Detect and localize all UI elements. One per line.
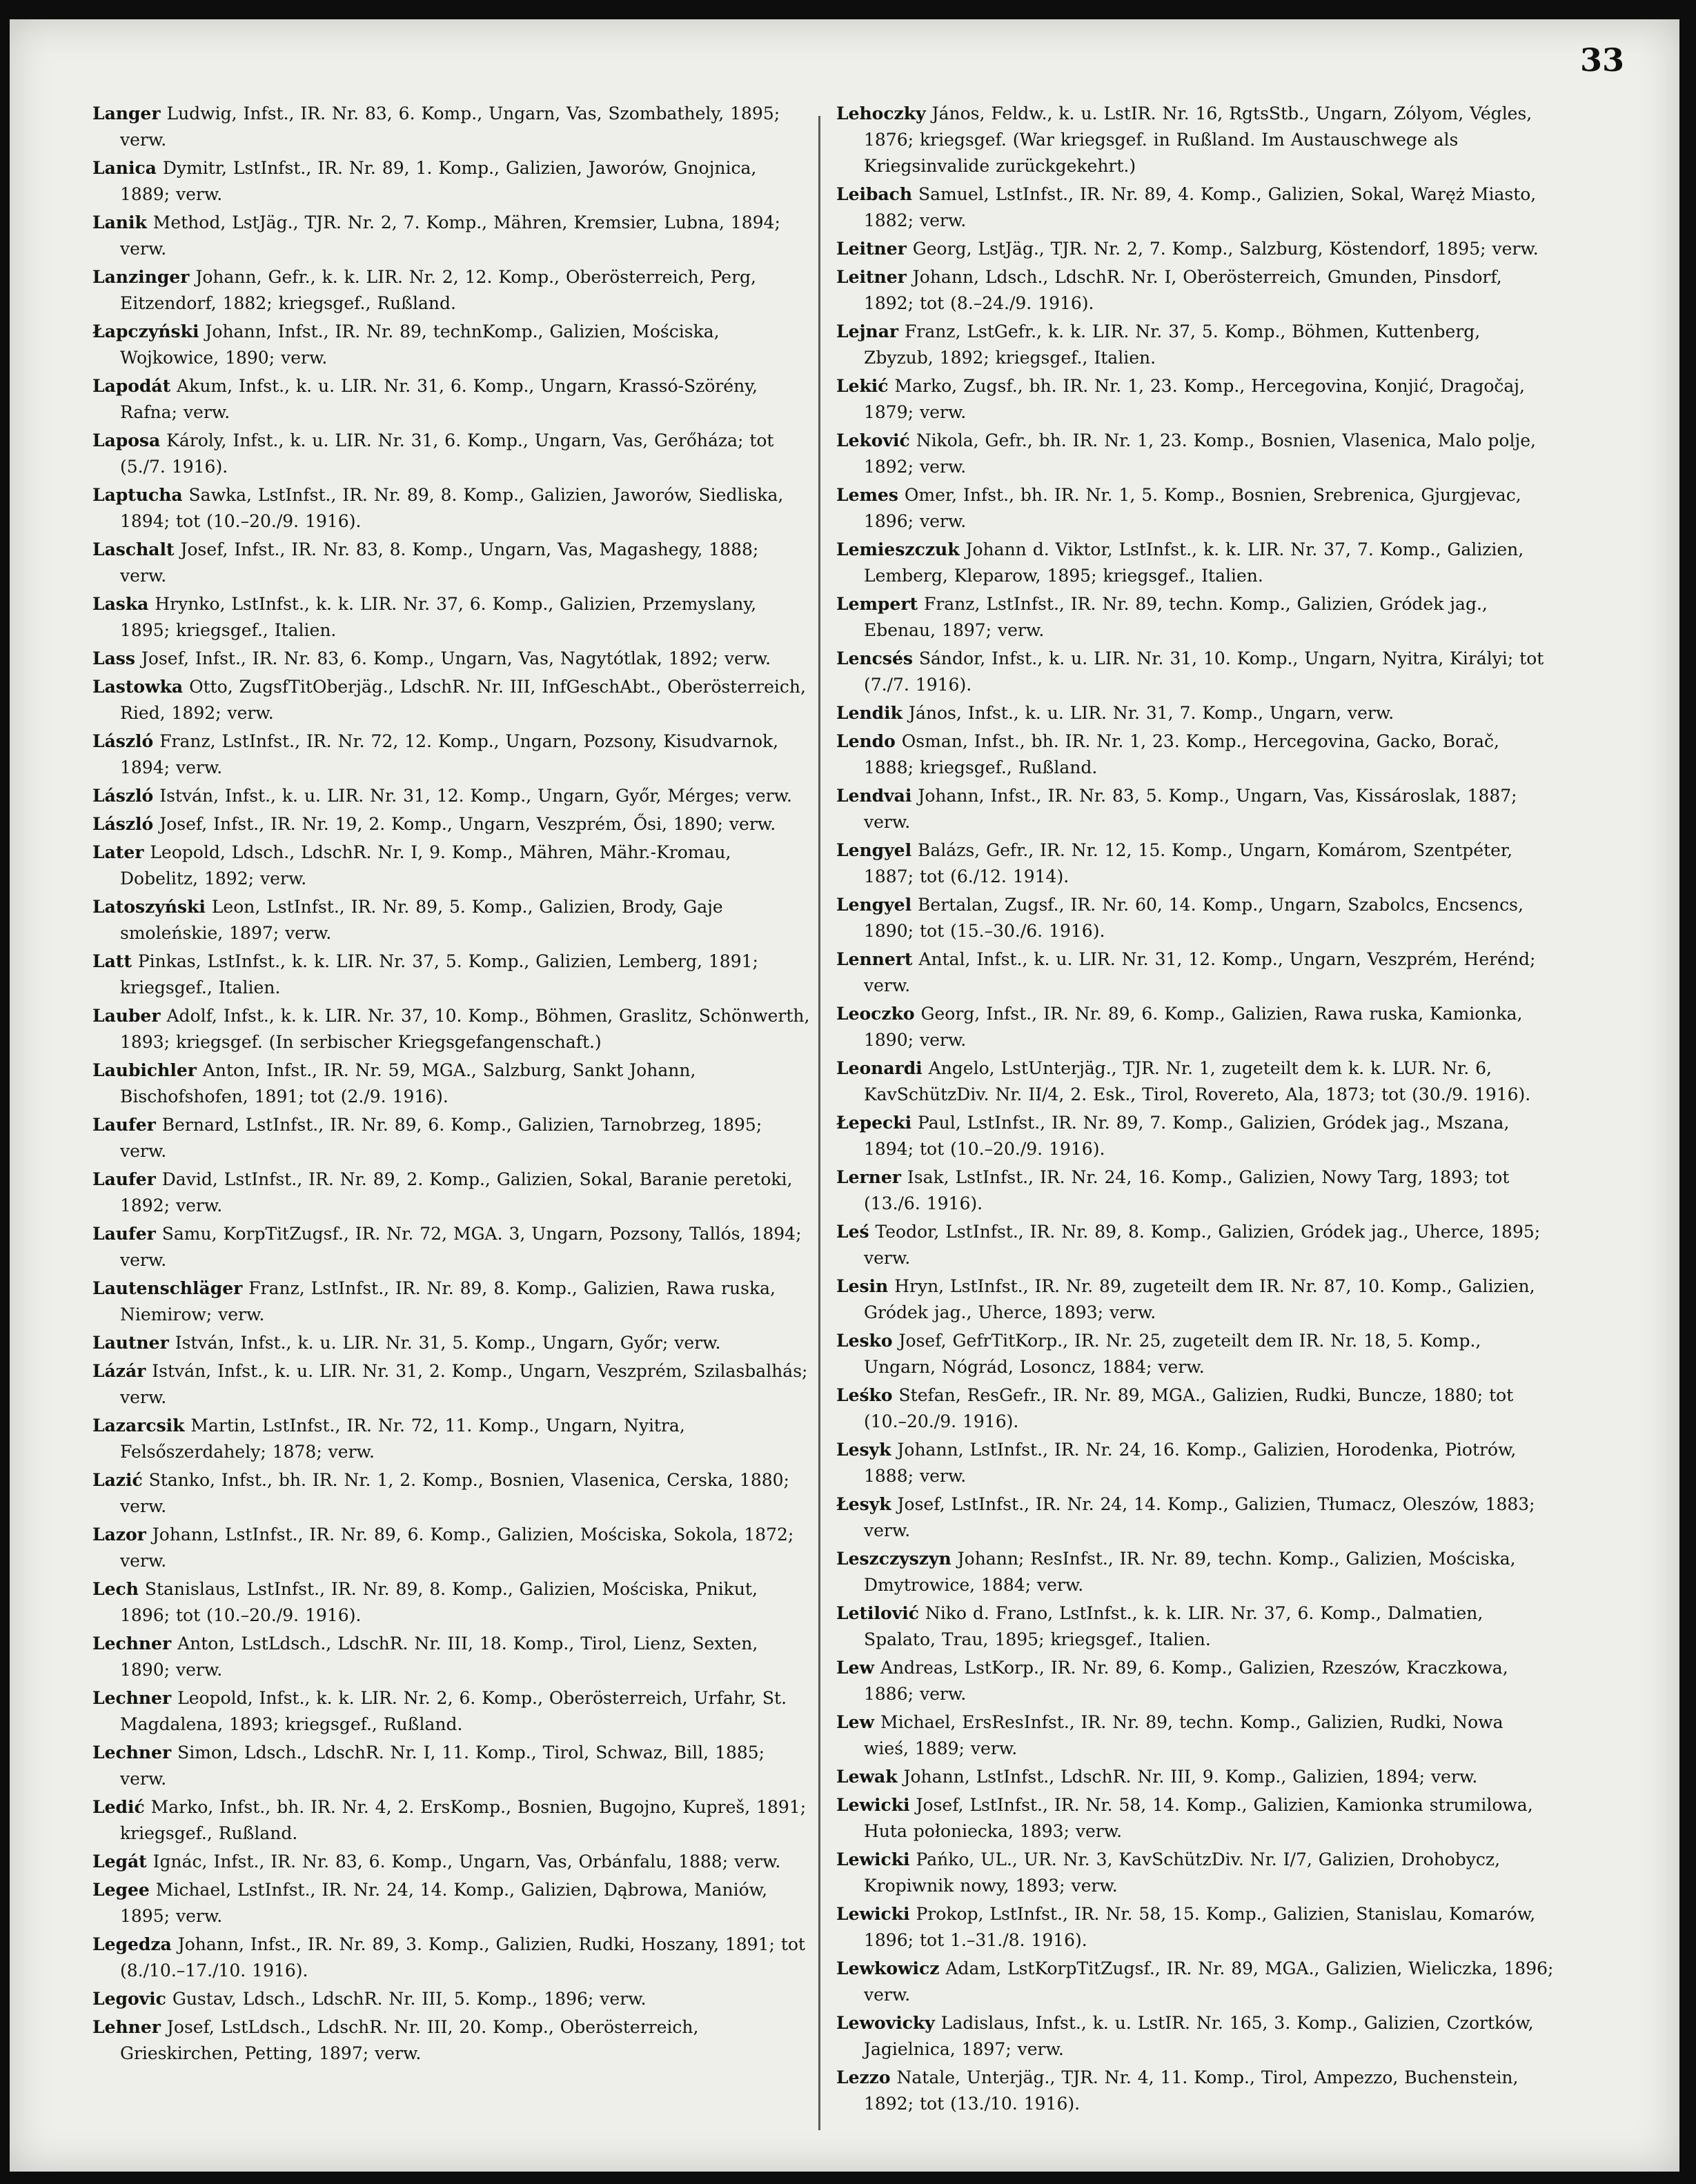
entry-details: Andreas, LstKorp., IR. Nr. 89, 6. Komp., Galizien, Rzeszów, Kraczkowa, 1886; verw.: [864, 1658, 1508, 1704]
entry-surname: Lendo: [836, 731, 896, 751]
entry-surname: Lezzo: [836, 2067, 891, 2087]
entry-surname: László: [92, 731, 154, 751]
entry-surname: Lewovicky: [836, 2013, 935, 2033]
casualty-entry: [836, 946, 1554, 999]
entry-surname: Lewicki: [836, 1904, 910, 1924]
entry-surname: László: [92, 786, 154, 806]
entry-details: Anton, Infst., IR. Nr. 59, MGA., Salzburg, Sankt Johann, Bischofshofen, 1891; tot (2./9. 1916).: [120, 1060, 696, 1106]
casualty-entry: [92, 155, 810, 208]
entry-details: Johann, Infst., IR. Nr. 89, technKomp., Galizien, Mościska, Wojkowice, 1890; verw.: [120, 321, 720, 368]
casualty-entry: [836, 1219, 1554, 1271]
entry-details: Anton, LstLdsch., LdschR. Nr. III, 18. Komp., Tirol, Lienz, Sexten, 1890; verw.: [120, 1634, 758, 1680]
casualty-entry: [836, 1546, 1554, 1598]
casualty-entry: [92, 591, 810, 644]
entry-details: Osman, Infst., bh. IR. Nr. 1, 23. Komp., Hercegovina, Gacko, Borač, 1888; kriegsgef., Rußland.: [864, 731, 1499, 777]
entry-details: Adam, LstKorpTitZugsf., IR. Nr. 89, MGA., Galizien, Wieliczka, 1896; verw.: [864, 1958, 1554, 2005]
casualty-entry: [836, 1273, 1554, 1326]
entry-details: János, Infst., k. u. LIR. Nr. 31, 7. Komp., Ungarn, verw.: [908, 703, 1394, 723]
entry-surname: Lew: [836, 1658, 875, 1678]
casualty-entry: [92, 373, 810, 426]
casualty-entry: [92, 1685, 810, 1738]
casualty-entry: [836, 1655, 1554, 1707]
entry-surname: Lewak: [836, 1767, 898, 1787]
casualty-entry: [92, 1413, 810, 1465]
entry-surname: Latt: [92, 951, 132, 971]
entry-surname: Leković: [836, 430, 910, 450]
casualty-entry: [836, 783, 1554, 835]
entry-details: Samu, KorpTitZugsf., IR. Nr. 72, MGA. 3, Ungarn, Pozsony, Tallós, 1894; verw.: [120, 1224, 802, 1270]
entry-surname: Leitner: [836, 239, 907, 259]
casualty-entry: [92, 1358, 810, 1411]
casualty-entry: [92, 728, 810, 781]
casualty-entry: [836, 181, 1554, 234]
casualty-entry: [836, 700, 1554, 726]
entry-surname: Laufer: [92, 1169, 156, 1189]
entry-surname: Lesin: [836, 1276, 889, 1296]
casualty-entry: [92, 1112, 810, 1164]
casualty-entry: [92, 949, 810, 1001]
casualty-entry: [92, 264, 810, 317]
entry-surname: Latoszyński: [92, 897, 206, 917]
entry-details: Simon, Ldsch., LdschR. Nr. I, 11. Komp., Tirol, Schwaz, Bill, 1885; verw.: [120, 1743, 765, 1789]
entry-details: Isak, LstInfst., IR. Nr. 24, 16. Komp., Galizien, Nowy Targ, 1893; tot (13./6. 1916).: [864, 1167, 1510, 1213]
casualty-entry: [836, 1055, 1554, 1108]
entry-details: Otto, ZugsfTitOberjäg., LdschR. Nr. III, InfGeschAbt., Oberösterreich, Ried, 1892; verw.: [120, 677, 806, 723]
entry-details: Pańko, UL., UR. Nr. 3, KavSchützDiv. Nr. I/7, Galizien, Drohobycz, Kropiwnik nowy, 1893; verw.: [864, 1849, 1501, 1896]
casualty-entry: [836, 1847, 1554, 1899]
entry-details: Marko, Infst., bh. IR. Nr. 4, 2. ErsKomp., Bosnien, Bugojno, Kupreš, 1891; kriegsgef., Rußland.: [120, 1797, 807, 1843]
entry-surname: László: [92, 814, 154, 834]
entry-details: Josef, GefrTitKorp., IR. Nr. 25, zugeteilt dem IR. Nr. 18, 5. Komp., Ungarn, Nógrád, Losoncz, 1884; verw.: [864, 1331, 1481, 1377]
entry-surname: Legát: [92, 1852, 147, 1872]
casualty-entry: [92, 319, 810, 371]
entry-details: Sándor, Infst., k. u. LIR. Nr. 31, 10. Komp., Ungarn, Nyitra, Királyi; tot (7./7. 1916).: [864, 648, 1544, 695]
entry-details: Josef, LstInfst., IR. Nr. 58, 14. Komp., Galizien, Kamionka strumilowa, Huta połoniecka, 1893; verw.: [864, 1795, 1533, 1841]
entry-surname: Lerner: [836, 1167, 901, 1187]
entry-details: Natale, Unterjäg., TJR. Nr. 4, 11. Komp., Tirol, Ampezzo, Buchenstein, 1892; tot (13./10. 1916).: [864, 2067, 1519, 2114]
casualty-entry: [92, 101, 810, 153]
entry-details: Károly, Infst., k. u. LIR. Nr. 31, 6. Komp., Ungarn, Vas, Gerőháza; tot (5./7. 1916).: [120, 430, 774, 477]
entry-surname: Lanica: [92, 158, 157, 178]
casualty-entry: [92, 1522, 810, 1574]
casualty-entry: [92, 2014, 810, 2067]
entry-surname: Leś: [836, 1222, 869, 1242]
casualty-entry: [836, 264, 1554, 317]
right-column: [836, 101, 1554, 2119]
casualty-entry: [92, 840, 810, 892]
entry-surname: Lazor: [92, 1525, 146, 1545]
entry-details: Antal, Infst., k. u. LIR. Nr. 31, 12. Komp., Ungarn, Veszprém, Herénd; verw.: [864, 949, 1536, 995]
entry-details: Stanko, Infst., bh. IR. Nr. 1, 2. Komp., Bosnien, Vlasenica, Cerska, 1880; verw.: [120, 1470, 789, 1516]
entry-surname: Lanik: [92, 212, 147, 232]
entry-surname: Lesko: [836, 1331, 893, 1351]
entry-surname: Lewicki: [836, 1849, 910, 1869]
entry-surname: Lewkowicz: [836, 1958, 940, 1978]
entry-details: Georg, LstJäg., TJR. Nr. 2, 7. Komp., Salzburg, Köstendorf, 1895; verw.: [912, 239, 1539, 259]
entry-surname: Leśko: [836, 1385, 893, 1405]
entry-details: István, Infst., k. u. LIR. Nr. 31, 5. Komp., Ungarn, Győr; verw.: [175, 1333, 721, 1353]
entry-surname: Laufer: [92, 1224, 156, 1244]
entry-details: Teodor, LstInfst., IR. Nr. 89, 8. Komp., Galizien, Gródek jag., Uherce, 1895; verw.: [864, 1222, 1541, 1268]
casualty-entry: [92, 1740, 810, 1792]
entry-details: Leon, LstInfst., IR. Nr. 89, 5. Komp., Galizien, Brody, Gaje smoleńskie, 1897; verw.: [120, 897, 723, 943]
casualty-entry: [92, 1877, 810, 1929]
entry-details: Martin, LstInfst., IR. Nr. 72, 11. Komp., Ungarn, Nyitra, Felsőszerdahely; 1878; verw.: [120, 1416, 685, 1462]
entry-surname: Laska: [92, 594, 149, 614]
entry-details: Johann, LstInfst., IR. Nr. 24, 16. Komp., Galizien, Horodenka, Piotrów, 1888; verw.: [864, 1440, 1517, 1486]
entry-details: Leopold, Ldsch., LdschR. Nr. I, 9. Komp., Mähren, Mähr.-Kromau, Dobelitz, 1892; verw.: [120, 842, 731, 889]
entry-details: Sawka, LstInfst., IR. Nr. 89, 8. Komp., Galizien, Jaworów, Siedliska, 1894; tot (10.–20./9. 1916).: [120, 485, 784, 531]
entry-details: Ludwig, Infst., IR. Nr. 83, 6. Komp., Ungarn, Vas, Szombathely, 1895; verw.: [120, 103, 780, 150]
entry-details: Balázs, Gefr., IR. Nr. 12, 15. Komp., Ungarn, Komárom, Szentpéter, 1887; tot (6./12. 1914).: [864, 840, 1513, 886]
casualty-entry: [836, 591, 1554, 644]
entry-details: Johann d. Viktor, LstInfst., k. k. LIR. Nr. 37, 7. Komp., Galizien, Lemberg, Kleparow, 1895; kriegsgef., Italien.: [864, 539, 1524, 586]
entry-surname: Lesyk: [836, 1440, 891, 1460]
casualty-entry: [836, 1328, 1554, 1380]
entry-details: Hrynko, LstInfst., k. k. LIR. Nr. 37, 6. Komp., Galizien, Przemyslany, 1895; kriegsgef., Italien.: [120, 594, 757, 640]
casualty-entry: [92, 1003, 810, 1055]
entry-surname: Lechner: [92, 1688, 172, 1708]
casualty-entry: [836, 2010, 1554, 2063]
casualty-entry: [92, 674, 810, 726]
entry-surname: Lehoczky: [836, 103, 926, 123]
entry-surname: Leitner: [836, 267, 907, 287]
casualty-entry: [92, 1275, 810, 1328]
entry-details: Pinkas, LstInfst., k. k. LIR. Nr. 37, 5. Komp., Galizien, Lemberg, 1891; kriegsgef., Italien.: [120, 951, 758, 997]
casualty-entry: [836, 837, 1554, 890]
entry-surname: Lehner: [92, 2017, 161, 2037]
entry-details: Samuel, LstInfst., IR. Nr. 89, 4. Komp., Galizien, Sokal, Waręż Miasto, 1882; verw.: [864, 184, 1537, 230]
entry-details: David, LstInfst., IR. Nr. 89, 2. Komp., Galizien, Sokal, Baranie peretoki, 1892; verw.: [120, 1169, 793, 1215]
entry-details: Hryn, LstInfst., IR. Nr. 89, zugeteilt dem IR. Nr. 87, 10. Komp., Galizien, Gródek jag., Uherce, 1893; verw.: [864, 1276, 1535, 1322]
entry-details: Josef, Infst., IR. Nr. 83, 8. Komp., Ungarn, Vas, Magashegy, 1888; verw.: [120, 539, 759, 586]
entry-details: Johann, Ldsch., LdschR. Nr. I, Oberösterreich, Gmunden, Pinsdorf, 1892; tot (8.–24./9. 1916).: [864, 267, 1502, 313]
entry-details: Georg, Infst., IR. Nr. 89, 6. Komp., Galizien, Rawa ruska, Kamionka, 1890; verw.: [864, 1004, 1523, 1050]
entry-surname: Lass: [92, 648, 135, 668]
entry-details: Ignác, Infst., IR. Nr. 83, 6. Komp., Ungarn, Vas, Orbánfalu, 1888; verw.: [152, 1852, 781, 1872]
left-column: [92, 101, 810, 2069]
entry-surname: Lekić: [836, 376, 889, 396]
entry-surname: Langer: [92, 103, 161, 123]
entry-surname: Lauber: [92, 1006, 161, 1026]
entry-surname: Legovic: [92, 1989, 166, 2009]
entry-surname: Lapodát: [92, 376, 171, 396]
entry-surname: Laposa: [92, 430, 161, 450]
entry-surname: Lengyel: [836, 840, 912, 860]
entry-details: Franz, LstGefr., k. k. LIR. Nr. 37, 5. Komp., Böhmen, Kuttenberg, Zbyzub, 1892; kriegsgef., Italien.: [864, 321, 1481, 368]
entry-surname: Lázár: [92, 1361, 146, 1381]
entry-surname: Lengyel: [836, 895, 912, 915]
casualty-entry: [836, 1110, 1554, 1162]
entry-surname: Lechner: [92, 1743, 172, 1763]
entry-details: Johann, Infst., IR. Nr. 89, 3. Komp., Galizien, Rudki, Hoszany, 1891; tot (8./10.–17./10. 1916).: [120, 1934, 805, 1981]
entry-surname: Lemes: [836, 485, 898, 505]
casualty-entry: [836, 428, 1554, 480]
column-divider: [818, 116, 820, 2130]
entry-details: Marko, Zugsf., bh. IR. Nr. 1, 23. Komp., Hercegovina, Konjić, Dragočaj, 1879; verw.: [864, 376, 1525, 422]
casualty-entry: [836, 1437, 1554, 1489]
casualty-entry: [836, 482, 1554, 535]
casualty-entry: [92, 482, 810, 535]
entry-details: Akum, Infst., k. u. LIR. Nr. 31, 6. Komp., Ungarn, Krassó-Szörény, Rafna; verw.: [120, 376, 758, 422]
casualty-entry: [92, 1221, 810, 1273]
entry-surname: Łepecki: [836, 1113, 912, 1133]
entry-surname: Lastowka: [92, 677, 184, 697]
entry-details: Josef, LstInfst., IR. Nr. 24, 14. Komp., Galizien, Tłumacz, Oleszów, 1883; verw.: [864, 1494, 1535, 1540]
casualty-entry: [836, 2065, 1554, 2117]
page-number: 33: [1579, 41, 1624, 79]
entry-details: Johann, LstInfst., LdschR. Nr. III, 9. Komp., Galizien, 1894; verw.: [903, 1767, 1478, 1787]
entry-surname: Lennert: [836, 949, 913, 969]
entry-surname: Laschalt: [92, 539, 175, 559]
document-page: [10, 19, 1679, 2172]
casualty-entry: [92, 783, 810, 809]
entry-details: Nikola, Gefr., bh. IR. Nr. 1, 23. Komp., Bosnien, Vlasenica, Malo polje, 1892; verw.: [864, 430, 1536, 477]
entry-surname: Łesyk: [836, 1494, 891, 1514]
casualty-entry: [836, 1382, 1554, 1435]
entry-surname: Lencsés: [836, 648, 913, 668]
entry-surname: Lazić: [92, 1470, 143, 1490]
entry-details: Franz, LstInfst., IR. Nr. 72, 12. Komp., Ungarn, Pozsony, Kisudvarnok, 1894; verw.: [120, 731, 779, 777]
casualty-entry: [836, 1792, 1554, 1845]
entry-surname: Leszczyszyn: [836, 1549, 951, 1569]
casualty-entry: [836, 646, 1554, 698]
entry-details: Angelo, LstUnterjäg., TJR. Nr. 1, zugeteilt dem k. k. LUR. Nr. 6, KavSchützDiv. Nr. II/4, 2. Esk., Tirol, Rovereto, Ala, 1873; tot (30./9. 1916).: [864, 1058, 1531, 1104]
entry-surname: Leoczko: [836, 1004, 915, 1024]
entry-details: Franz, LstInfst., IR. Nr. 89, techn. Komp., Galizien, Gródek jag., Ebenau, 1897; verw.: [864, 594, 1488, 640]
entry-surname: Ledić: [92, 1797, 145, 1817]
casualty-entry: [836, 537, 1554, 589]
entry-details: Paul, LstInfst., IR. Nr. 89, 7. Komp., Galizien, Gródek jag., Mszana, 1894; tot (10.–20./9. 1916).: [864, 1113, 1510, 1159]
casualty-entry: [836, 101, 1554, 179]
entry-details: István, Infst., k. u. LIR. Nr. 31, 2. Komp., Ungarn, Veszprém, Szilasbalhás; verw.: [120, 1361, 808, 1407]
entry-details: Bertalan, Zugsf., IR. Nr. 60, 14. Komp., Ungarn, Szabolcs, Encsencs, 1890; tot (15.–30./6. 1916).: [864, 895, 1524, 941]
casualty-entry: [836, 373, 1554, 426]
casualty-entry: [836, 1956, 1554, 2008]
entry-details: Josef, Infst., IR. Nr. 19, 2. Komp., Ungarn, Veszprém, Ősi, 1890; verw.: [159, 814, 776, 834]
entry-details: Stefan, ResGefr., IR. Nr. 89, MGA., Galizien, Rudki, Buncze, 1880; tot (10.–20./9. 1916).: [864, 1385, 1514, 1431]
casualty-entry: [836, 728, 1554, 781]
casualty-entry: [92, 1986, 810, 2012]
entry-details: Franz, LstInfst., IR. Nr. 89, 8. Komp., Galizien, Rawa ruska, Niemirow; verw.: [120, 1278, 776, 1324]
entry-details: Johann, LstInfst., IR. Nr. 89, 6. Komp., Galizien, Mościska, Sokola, 1872; verw.: [120, 1525, 794, 1571]
entry-surname: Laptucha: [92, 485, 183, 505]
entry-details: István, Infst., k. u. LIR. Nr. 31, 12. Komp., Ungarn, Győr, Mérges; verw.: [159, 786, 792, 806]
entry-details: Method, LstJäg., TJR. Nr. 2, 7. Komp., Mähren, Kremsier, Lubna, 1894; verw.: [120, 212, 780, 259]
entry-details: Adolf, Infst., k. k. LIR. Nr. 37, 10. Komp., Böhmen, Graslitz, Schönwerth, 1893; kriegsgef. (In serbischer Kriegsgefangenschaft.): [120, 1006, 810, 1052]
casualty-entry: [836, 1001, 1554, 1053]
casualty-entry: [92, 811, 810, 837]
entry-details: Michael, ErsResInfst., IR. Nr. 89, techn. Komp., Galizien, Rudki, Nowa wieś, 1889; verw.: [864, 1712, 1503, 1758]
casualty-entry: [92, 428, 810, 480]
entry-details: Omer, Infst., bh. IR. Nr. 1, 5. Komp., Bosnien, Srebrenica, Gjurgjevac, 1896; verw.: [864, 485, 1521, 531]
casualty-entry: [836, 236, 1554, 262]
entry-details: Johann; ResInfst., IR. Nr. 89, techn. Komp., Galizien, Mościska, Dmytrowice, 1884; verw.: [864, 1549, 1516, 1595]
entry-details: Josef, LstLdsch., LdschR. Nr. III, 20. Komp., Oberösterreich, Grieskirchen, Petting, 1897; verw.: [120, 2017, 699, 2063]
casualty-entry: [92, 1058, 810, 1110]
entry-details: Johann, Infst., IR. Nr. 83, 5. Komp., Ungarn, Vas, Kissároslak, 1887; verw.: [864, 786, 1517, 832]
casualty-entry: [836, 1901, 1554, 1954]
entry-surname: Łapczyński: [92, 321, 199, 341]
casualty-entry: [92, 537, 810, 589]
entry-details: Niko d. Frano, LstInfst., k. k. LIR. Nr. 37, 6. Komp., Dalmatien, Spalato, Trau, 1895; kriegsgef., Italien.: [864, 1603, 1483, 1649]
entry-details: Michael, LstInfst., IR. Nr. 24, 14. Komp., Galizien, Dąbrowa, Maniów, 1895; verw.: [120, 1880, 768, 1926]
casualty-entry: [92, 210, 810, 262]
entry-surname: Lejnar: [836, 321, 899, 341]
entry-surname: Leibach: [836, 184, 913, 204]
entry-details: Bernard, LstInfst., IR. Nr. 89, 6. Komp., Galizien, Tarnobrzeg, 1895; verw.: [120, 1115, 762, 1161]
casualty-entry: [836, 1709, 1554, 1762]
entry-surname: Lazarcsik: [92, 1416, 185, 1436]
casualty-entry: [92, 894, 810, 946]
entry-surname: Lendvai: [836, 786, 912, 806]
casualty-entry: [92, 1849, 810, 1875]
entry-surname: Lew: [836, 1712, 875, 1732]
entry-details: Ladislaus, Infst., k. u. LstIR. Nr. 165, 3. Komp., Galizien, Czortków, Jagielnica, 1897; verw.: [864, 2013, 1534, 2059]
entry-details: Dymitr, LstInfst., IR. Nr. 89, 1. Komp., Galizien, Jaworów, Gnojnica, 1889; verw.: [120, 158, 757, 204]
entry-surname: Laufer: [92, 1115, 156, 1135]
entry-surname: Lautenschläger: [92, 1278, 243, 1298]
entry-surname: Legee: [92, 1880, 150, 1900]
entry-details: Gustav, Ldsch., LdschR. Nr. III, 5. Komp., 1896; verw.: [172, 1989, 647, 2009]
casualty-entry: [836, 1491, 1554, 1544]
entry-details: Prokop, LstInfst., IR. Nr. 58, 15. Komp., Galizien, Stanislau, Komarów, 1896; tot 1.–31./8. 1916).: [864, 1904, 1536, 1950]
casualty-entry: [836, 319, 1554, 371]
entry-surname: Lechner: [92, 1634, 172, 1654]
casualty-entry: [836, 1764, 1554, 1790]
casualty-entry: [92, 1467, 810, 1520]
entry-surname: Legedza: [92, 1934, 172, 1954]
casualty-entry: [92, 1932, 810, 1984]
casualty-entry: [92, 1631, 810, 1683]
entry-details: Johann, Gefr., k. k. LIR. Nr. 2, 12. Komp., Oberösterreich, Perg, Eitzendorf, 1882; kriegsgef., Rußland.: [120, 267, 756, 313]
entry-surname: Lanzinger: [92, 267, 190, 287]
entry-details: Stanislaus, LstInfst., IR. Nr. 89, 8. Komp., Galizien, Mościska, Pnikut, 1896; tot (10.–20./9. 1916).: [120, 1579, 758, 1625]
entry-details: Josef, Infst., IR. Nr. 83, 6. Komp., Ungarn, Vas, Nagytótlak, 1892; verw.: [141, 648, 771, 668]
casualty-entry: [92, 1167, 810, 1219]
entry-surname: Lech: [92, 1579, 139, 1599]
entry-surname: Lemieszczuk: [836, 539, 960, 559]
entry-surname: Laubichler: [92, 1060, 197, 1080]
entry-surname: Lautner: [92, 1333, 169, 1353]
entry-details: Leopold, Infst., k. k. LIR. Nr. 2, 6. Komp., Oberösterreich, Urfahr, St. Magdalena, 1893; kriegsgef., Rußland.: [120, 1688, 787, 1734]
casualty-entry: [92, 1330, 810, 1356]
entry-surname: Lempert: [836, 594, 918, 614]
casualty-entry: [92, 1576, 810, 1629]
entry-surname: Lendik: [836, 703, 903, 723]
casualty-entry: [836, 1600, 1554, 1653]
casualty-entry: [836, 892, 1554, 944]
entry-surname: Lewicki: [836, 1795, 910, 1815]
entry-surname: Leonardi: [836, 1058, 923, 1078]
entry-surname: Letilović: [836, 1603, 919, 1623]
casualty-entry: [836, 1164, 1554, 1217]
entry-surname: Later: [92, 842, 144, 862]
casualty-entry: [92, 1794, 810, 1847]
casualty-entry: [92, 646, 810, 672]
entry-details: János, Feldw., k. u. LstIR. Nr. 16, RgtsStb., Ungarn, Zólyom, Végles, 1876; kriegsgef. (War kriegsgef. in Rußland. Im Austauschwege als Kriegsinvalide zurückgekehrt.): [864, 103, 1532, 176]
